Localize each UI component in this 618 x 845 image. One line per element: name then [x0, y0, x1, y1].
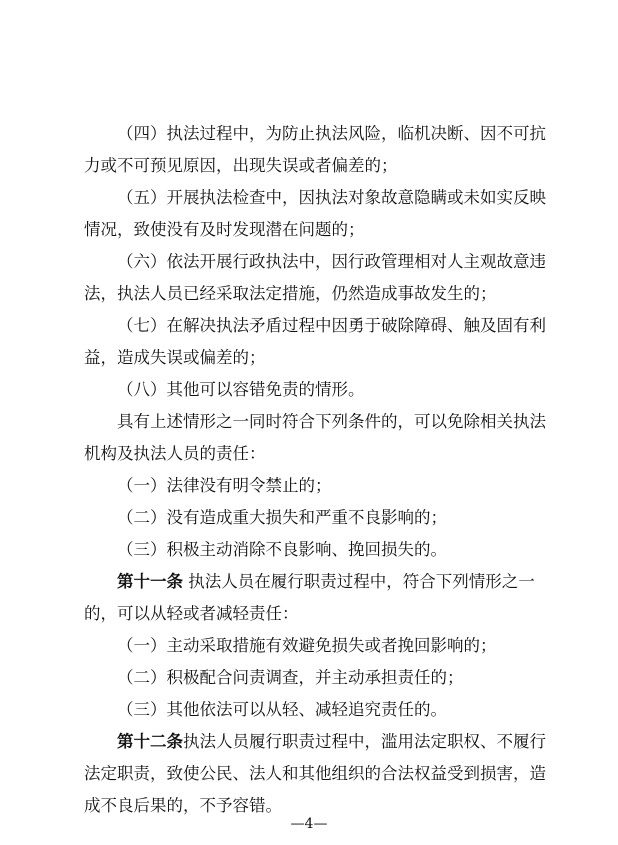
paragraph-line: （二）没有造成重大损失和严重不良影响的； — [117, 508, 447, 527]
paragraph-line: 的，可以从轻或者减轻责任： — [84, 604, 299, 623]
paragraph-line: （二）积极配合问责调查，并主动承担责任的； — [117, 668, 464, 687]
article-12-heading: 第十二条 — [117, 732, 183, 751]
article-11-line — [117, 572, 534, 592]
page-number: —4— — [290, 816, 328, 832]
paragraph-line: （三）积极主动消除不良影响、挽回损失的。 — [117, 540, 447, 559]
paragraph-line: （四）执法过程中，为防止执法风险，临机决断、因不可抗 — [117, 124, 546, 143]
paragraph-line: （六）依法开展行政执法中，因行政管理相对人主观故意违 — [117, 252, 546, 271]
paragraph-line: （七）在解决执法矛盾过程中因勇于破除障碍、触及固有利 — [117, 316, 546, 335]
paragraph-line: （五）开展执法检查中，因执法对象故意隐瞒或未如实反映 — [117, 188, 546, 207]
paragraph-line: 机构及执法人员的责任： — [84, 444, 266, 463]
article-12-line — [117, 732, 546, 752]
paragraph-line: （一）法律没有明令禁止的； — [117, 476, 332, 495]
article-12-text: 执法人员履行职责过程中，滥用法定职权、不履行 — [183, 732, 546, 751]
paragraph-line: 法定职责，致使公民、法人和其他组织的合法权益受到损害，造 — [84, 764, 546, 783]
article-11-heading: 第十一条 — [117, 572, 183, 591]
paragraph-line: 具有上述情形之一同时符合下列条件的，可以免除相关执法 — [117, 412, 546, 431]
paragraph-line: 益，造成失误或偏差的； — [84, 348, 266, 367]
paragraph-line: （八）其他可以容错免责的情形。 — [117, 380, 365, 399]
article-11-text: 执法人员在履行职责过程中，符合下列情形之一 — [188, 572, 535, 591]
paragraph-line: 法，执法人员已经采取法定措施，仍然造成事故发生的； — [84, 284, 497, 303]
paragraph-line: （一）主动采取措施有效避免损失或者挽回影响的； — [117, 636, 497, 655]
paragraph-line: （三）其他依法可以从轻、减轻追究责任的。 — [117, 700, 447, 719]
paragraph-line: 力或不可预见原因，出现失误或者偏差的； — [84, 156, 398, 175]
paragraph-line: 情况，致使没有及时发现潜在问题的； — [84, 220, 365, 239]
paragraph-line: 成不良后果的，不予容错。 — [84, 796, 282, 815]
